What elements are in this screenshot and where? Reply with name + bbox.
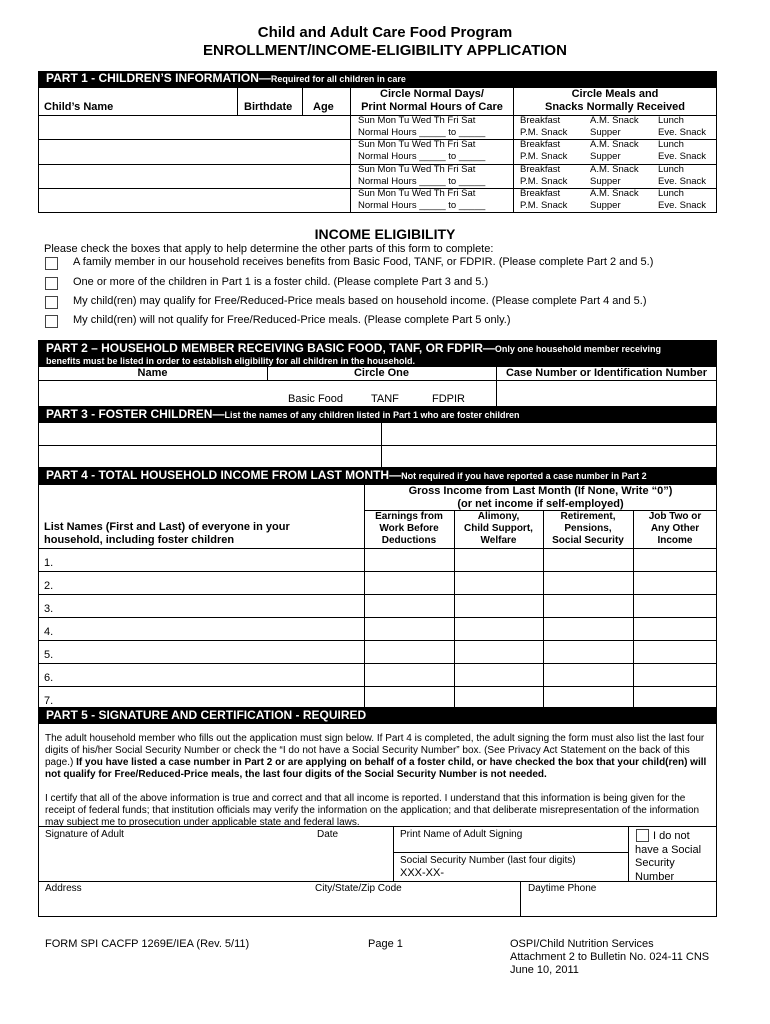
date-field[interactable]: Date [317,829,339,840]
household-list-label-2: household, including foster children [44,534,235,546]
days-line[interactable]: Sun Mon Tu Wed Th Fri Sat [358,115,476,126]
part3-header: PART 3 - FOSTER CHILDREN—List the names of any children listed in Part 1 who are foster children [38,407,717,422]
address-field[interactable]: Address [45,883,82,894]
meal-option[interactable]: A.M. Snack [590,139,639,150]
footer-date: June 10, 2011 [510,964,579,976]
meal-option[interactable]: Eve. Snack [658,176,707,187]
child-row[interactable] [38,188,717,212]
meal-option[interactable]: Breakfast [520,115,561,126]
days-hours-cell[interactable] [358,188,508,212]
part2-header: PART 2 – HOUSEHOLD MEMBER RECEIVING BASIC FOOD, TANF, OR FDPIR—Only one household member receiving benefits must be listed in order to establish eligibility for all children in the household. [38,340,717,366]
signature-field[interactable]: Signature of Adult [45,829,124,840]
footer-form-number: FORM SPI CACFP 1269E/IEA (Rev. 5/11) [45,938,250,950]
col-days-1: Circle Normal Days/ [380,88,484,100]
option-4-label: My child(ren) will not qualify for Free/Reduced-Price meals. (Please complete Part 5 only.) [73,314,511,326]
col-age: Age [313,101,334,113]
household-member-row[interactable]: 1. [44,557,54,569]
meal-option[interactable]: Eve. Snack [658,151,707,162]
days-hours-cell[interactable] [358,115,508,139]
child-row[interactable] [38,115,717,139]
household-member-row[interactable]: 7. [44,695,54,707]
part1-header: PART 1 - CHILDREN’S INFORMATION—Required for all children in care [38,71,717,87]
option-3-label: My child(ren) may qualify for Free/Reduced-Price meals based on household income. (Please complete Part 4 and 5.) [73,295,647,307]
part5-instructions: The adult household member who fills out the application must sign below. If Part 4 is completed, the adult signing the form must also list the last four digits of his/her Social Security Number or check the “I do not have a Social Security Number” box. (See Privacy Act Statement on the back of this page.) If you have listed a case number in Part 2 or are applying on behalf of a foster child, or have checked the box that your child(ren) will not qualify for Free/Reduced-Price meals, the last four digits of the Social Security Number is not needed. [45,733,707,780]
income-column-header: Job Two or Any Other Income [648,511,702,546]
option-4-checkbox[interactable] [45,315,58,328]
form-title: Child and Adult Care Food Program [257,24,513,41]
meal-option[interactable]: P.M. Snack [520,151,568,162]
meal-option[interactable]: Supper [590,200,621,211]
hours-line[interactable]: Normal Hours _____ to _____ [358,176,486,187]
option-2-checkbox[interactable] [45,277,58,290]
meal-option[interactable]: Eve. Snack [658,127,707,138]
col-meals-2: Snacks Normally Received [544,101,686,113]
print-name-field[interactable]: Print Name of Adult Signing [400,829,523,840]
meal-option[interactable]: Lunch [658,139,684,150]
ssn-input[interactable]: XXX-XX- [400,867,445,879]
ssn-label: Social Security Number (last four digits) [400,855,576,866]
footer-org: OSPI/Child Nutrition Services [510,938,654,950]
meal-option[interactable]: Supper [590,127,621,138]
meal-option[interactable]: A.M. Snack [590,164,639,175]
hours-line[interactable]: Normal Hours _____ to _____ [358,127,486,138]
part4-header: PART 4 - TOTAL HOUSEHOLD INCOME FROM LAST MONTH—Not required if you have reported a case number in Part 2 [38,468,717,484]
household-member-row[interactable]: 2. [44,580,54,592]
gross-income-label: Gross Income from Last Month (If None, Write “0”) [408,485,673,497]
meal-option[interactable]: Breakfast [520,139,561,150]
child-row[interactable] [38,139,717,163]
city-state-zip-field[interactable]: City/State/Zip Code [315,883,402,894]
gross-income-sub: (or net income if self-employed) [457,498,624,510]
form-subtitle: ENROLLMENT/INCOME-ELIGIBILITY APPLICATION [203,42,567,59]
option-1-checkbox[interactable] [45,257,58,270]
household-list-label-1: List Names (First and Last) of everyone in your [44,521,290,533]
option-2-label: One or more of the children in Part 1 is a foster child. (Please complete Part 3 and 5.) [73,276,489,288]
part2-col-case: Case Number or Identification Number [505,367,708,379]
daytime-phone-field[interactable]: Daytime Phone [528,883,597,894]
meal-option[interactable]: A.M. Snack [590,115,639,126]
col-meals-1: Circle Meals and [571,88,659,100]
meal-option[interactable]: A.M. Snack [590,188,639,199]
income-column-header: Retirement, Pensions, Social Security [552,511,624,546]
household-member-row[interactable]: 4. [44,626,54,638]
option-basic-food[interactable]: Basic Food [288,393,344,405]
option-3-checkbox[interactable] [45,296,58,309]
hours-line[interactable]: Normal Hours _____ to _____ [358,200,486,211]
part5-certification: I certify that all of the above information is true and correct and that all income is reported. I understand that this information is being given for the receipt of federal funds; that institution officials may verify the information on the application; and that deliberate misrepresentation of the information may subject me to prosecution under applicable state and federal laws. [45,793,700,828]
footer-attachment: Attachment 2 to Bulletin No. 024-11 CNS [510,951,710,963]
part2-col-name: Name [137,367,168,379]
days-line[interactable]: Sun Mon Tu Wed Th Fri Sat [358,139,476,150]
income-column-header: Alimony, Child Support, Welfare [464,511,533,546]
days-hours-cell[interactable] [358,139,508,163]
meal-option[interactable]: Breakfast [520,188,561,199]
meal-option[interactable]: Lunch [658,188,684,199]
days-line[interactable]: Sun Mon Tu Wed Th Fri Sat [358,164,476,175]
option-fdpir[interactable]: FDPIR [432,393,465,405]
income-column-header: Earnings from Work Before Deductions [375,511,443,546]
meal-option[interactable]: P.M. Snack [520,200,568,211]
child-row[interactable] [38,164,717,188]
eligibility-intro: Please check the boxes that apply to help determine the other parts of this form to complete: [44,243,494,255]
meal-option[interactable]: Breakfast [520,164,561,175]
col-days-2: Print Normal Hours of Care [361,101,503,113]
part5-header: PART 5 - SIGNATURE AND CERTIFICATION - REQUIRED [38,708,717,723]
meal-option[interactable]: Lunch [658,164,684,175]
option-tanf[interactable]: TANF [371,393,399,405]
meal-option[interactable]: P.M. Snack [520,127,568,138]
hours-line[interactable]: Normal Hours _____ to _____ [358,151,486,162]
meal-option[interactable]: Eve. Snack [658,200,707,211]
col-birthdate: Birthdate [244,101,293,113]
income-eligibility-heading: INCOME ELIGIBILITY [314,226,456,242]
household-member-row[interactable]: 5. [44,649,54,661]
footer-page: Page 1 [368,938,403,950]
option-1-label: A family member in our household receives benefits from Basic Food, TANF, or FDPIR. (Please complete Part 2 and 5.) [73,256,654,268]
household-member-row[interactable]: 6. [44,672,54,684]
part2-col-circle: Circle One [353,367,410,379]
meal-option[interactable]: Supper [590,176,621,187]
no-ssn-label: I do not have a Social Security Number [635,830,702,883]
meal-option[interactable]: P.M. Snack [520,176,568,187]
meal-option[interactable]: Lunch [658,115,684,126]
household-member-row[interactable]: 3. [44,603,54,615]
col-child-name: Child’s Name [44,101,114,113]
days-line[interactable]: Sun Mon Tu Wed Th Fri Sat [358,188,476,199]
meal-option[interactable]: Supper [590,151,621,162]
days-hours-cell[interactable] [358,164,508,188]
